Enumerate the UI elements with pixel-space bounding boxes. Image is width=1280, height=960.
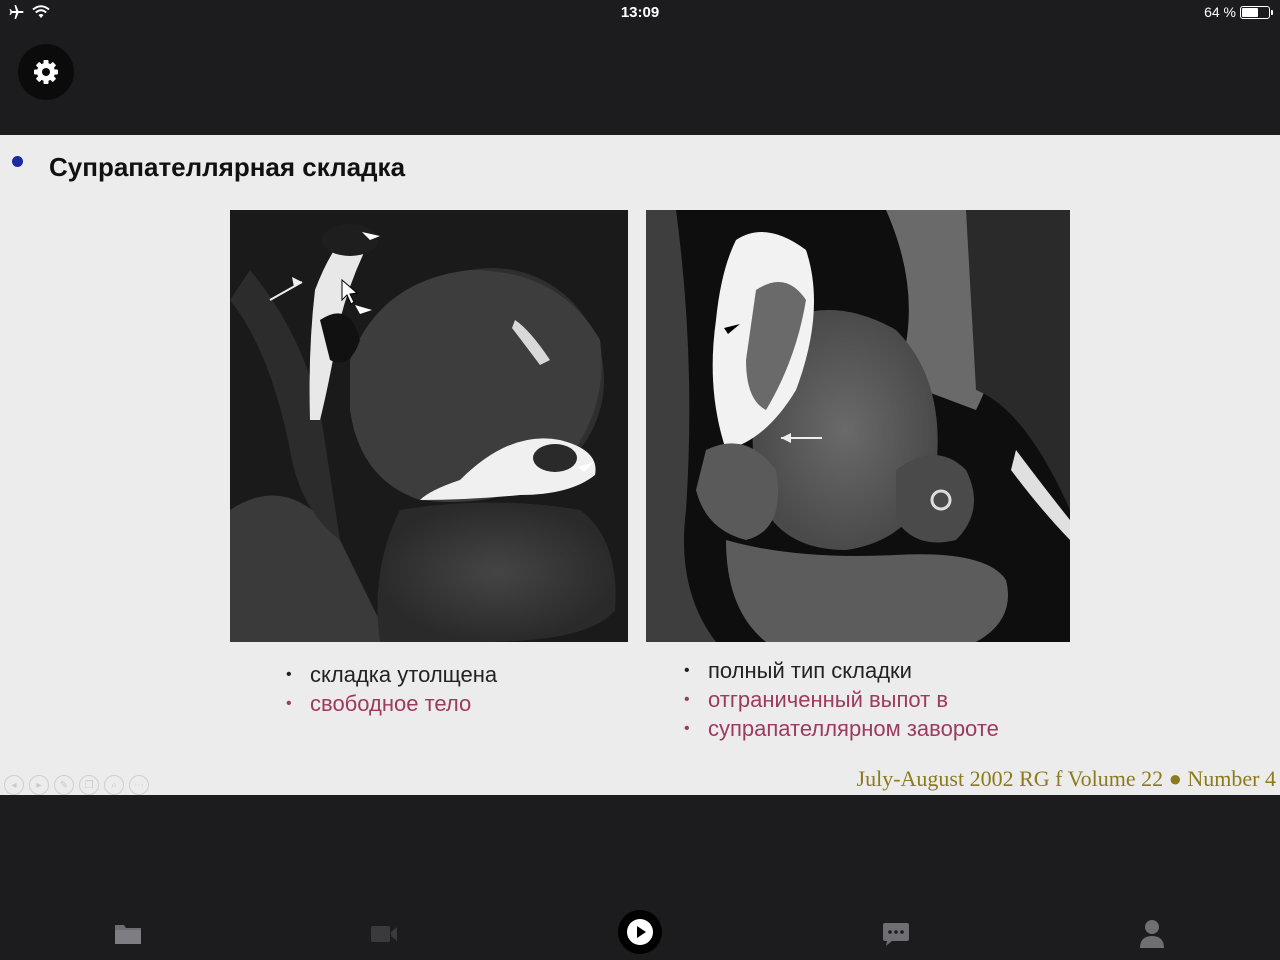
title-bullet (12, 156, 23, 167)
zoom-icon[interactable]: ⌕ (104, 775, 124, 795)
caption-right (684, 656, 999, 743)
battery-level (1242, 8, 1258, 17)
copy-icon[interactable]: ❐ (79, 775, 99, 795)
video-camera-icon (369, 923, 399, 945)
tab-profile[interactable] (1132, 914, 1172, 954)
citation: July-August 2002 RG f Volume 22 ● Number 4 (856, 766, 1276, 791)
caption-left (286, 660, 497, 718)
mri-image-left (230, 210, 628, 642)
battery-icon (1240, 6, 1270, 19)
status-time: 13:09 (620, 4, 660, 21)
caption-item: • свободное тело (286, 689, 497, 718)
tab-video[interactable] (364, 914, 404, 954)
previous-icon[interactable]: ◂ (4, 775, 24, 795)
tab-bar (0, 900, 1280, 960)
tab-play[interactable] (618, 910, 662, 954)
status-right (1204, 4, 1270, 20)
play-icon (625, 917, 655, 947)
tab-folder[interactable] (108, 914, 148, 954)
next-icon[interactable]: ▸ (29, 775, 49, 795)
slide-title: Супрапателлярная складка (49, 152, 406, 182)
chat-icon (882, 921, 910, 947)
settings-button[interactable] (18, 44, 74, 100)
person-icon (1139, 919, 1165, 949)
slide-controls (4, 775, 149, 795)
caption-item: • полный тип складки (684, 656, 999, 685)
tab-chat[interactable] (876, 914, 916, 954)
slide[interactable] (0, 135, 1280, 795)
folder-icon (113, 922, 143, 946)
mri-image-right (646, 210, 1070, 642)
caption-item: • супрапателлярном завороте (684, 714, 999, 743)
battery-text: 64 % (1204, 4, 1236, 20)
status-bar (0, 0, 1280, 26)
caption-item: • отграниченный выпот в (684, 685, 999, 714)
caption-item: • складка утолщена (286, 660, 497, 689)
more-icon[interactable]: ⋯ (129, 775, 149, 795)
pen-icon[interactable]: ✎ (54, 775, 74, 795)
gear-icon (31, 57, 61, 87)
